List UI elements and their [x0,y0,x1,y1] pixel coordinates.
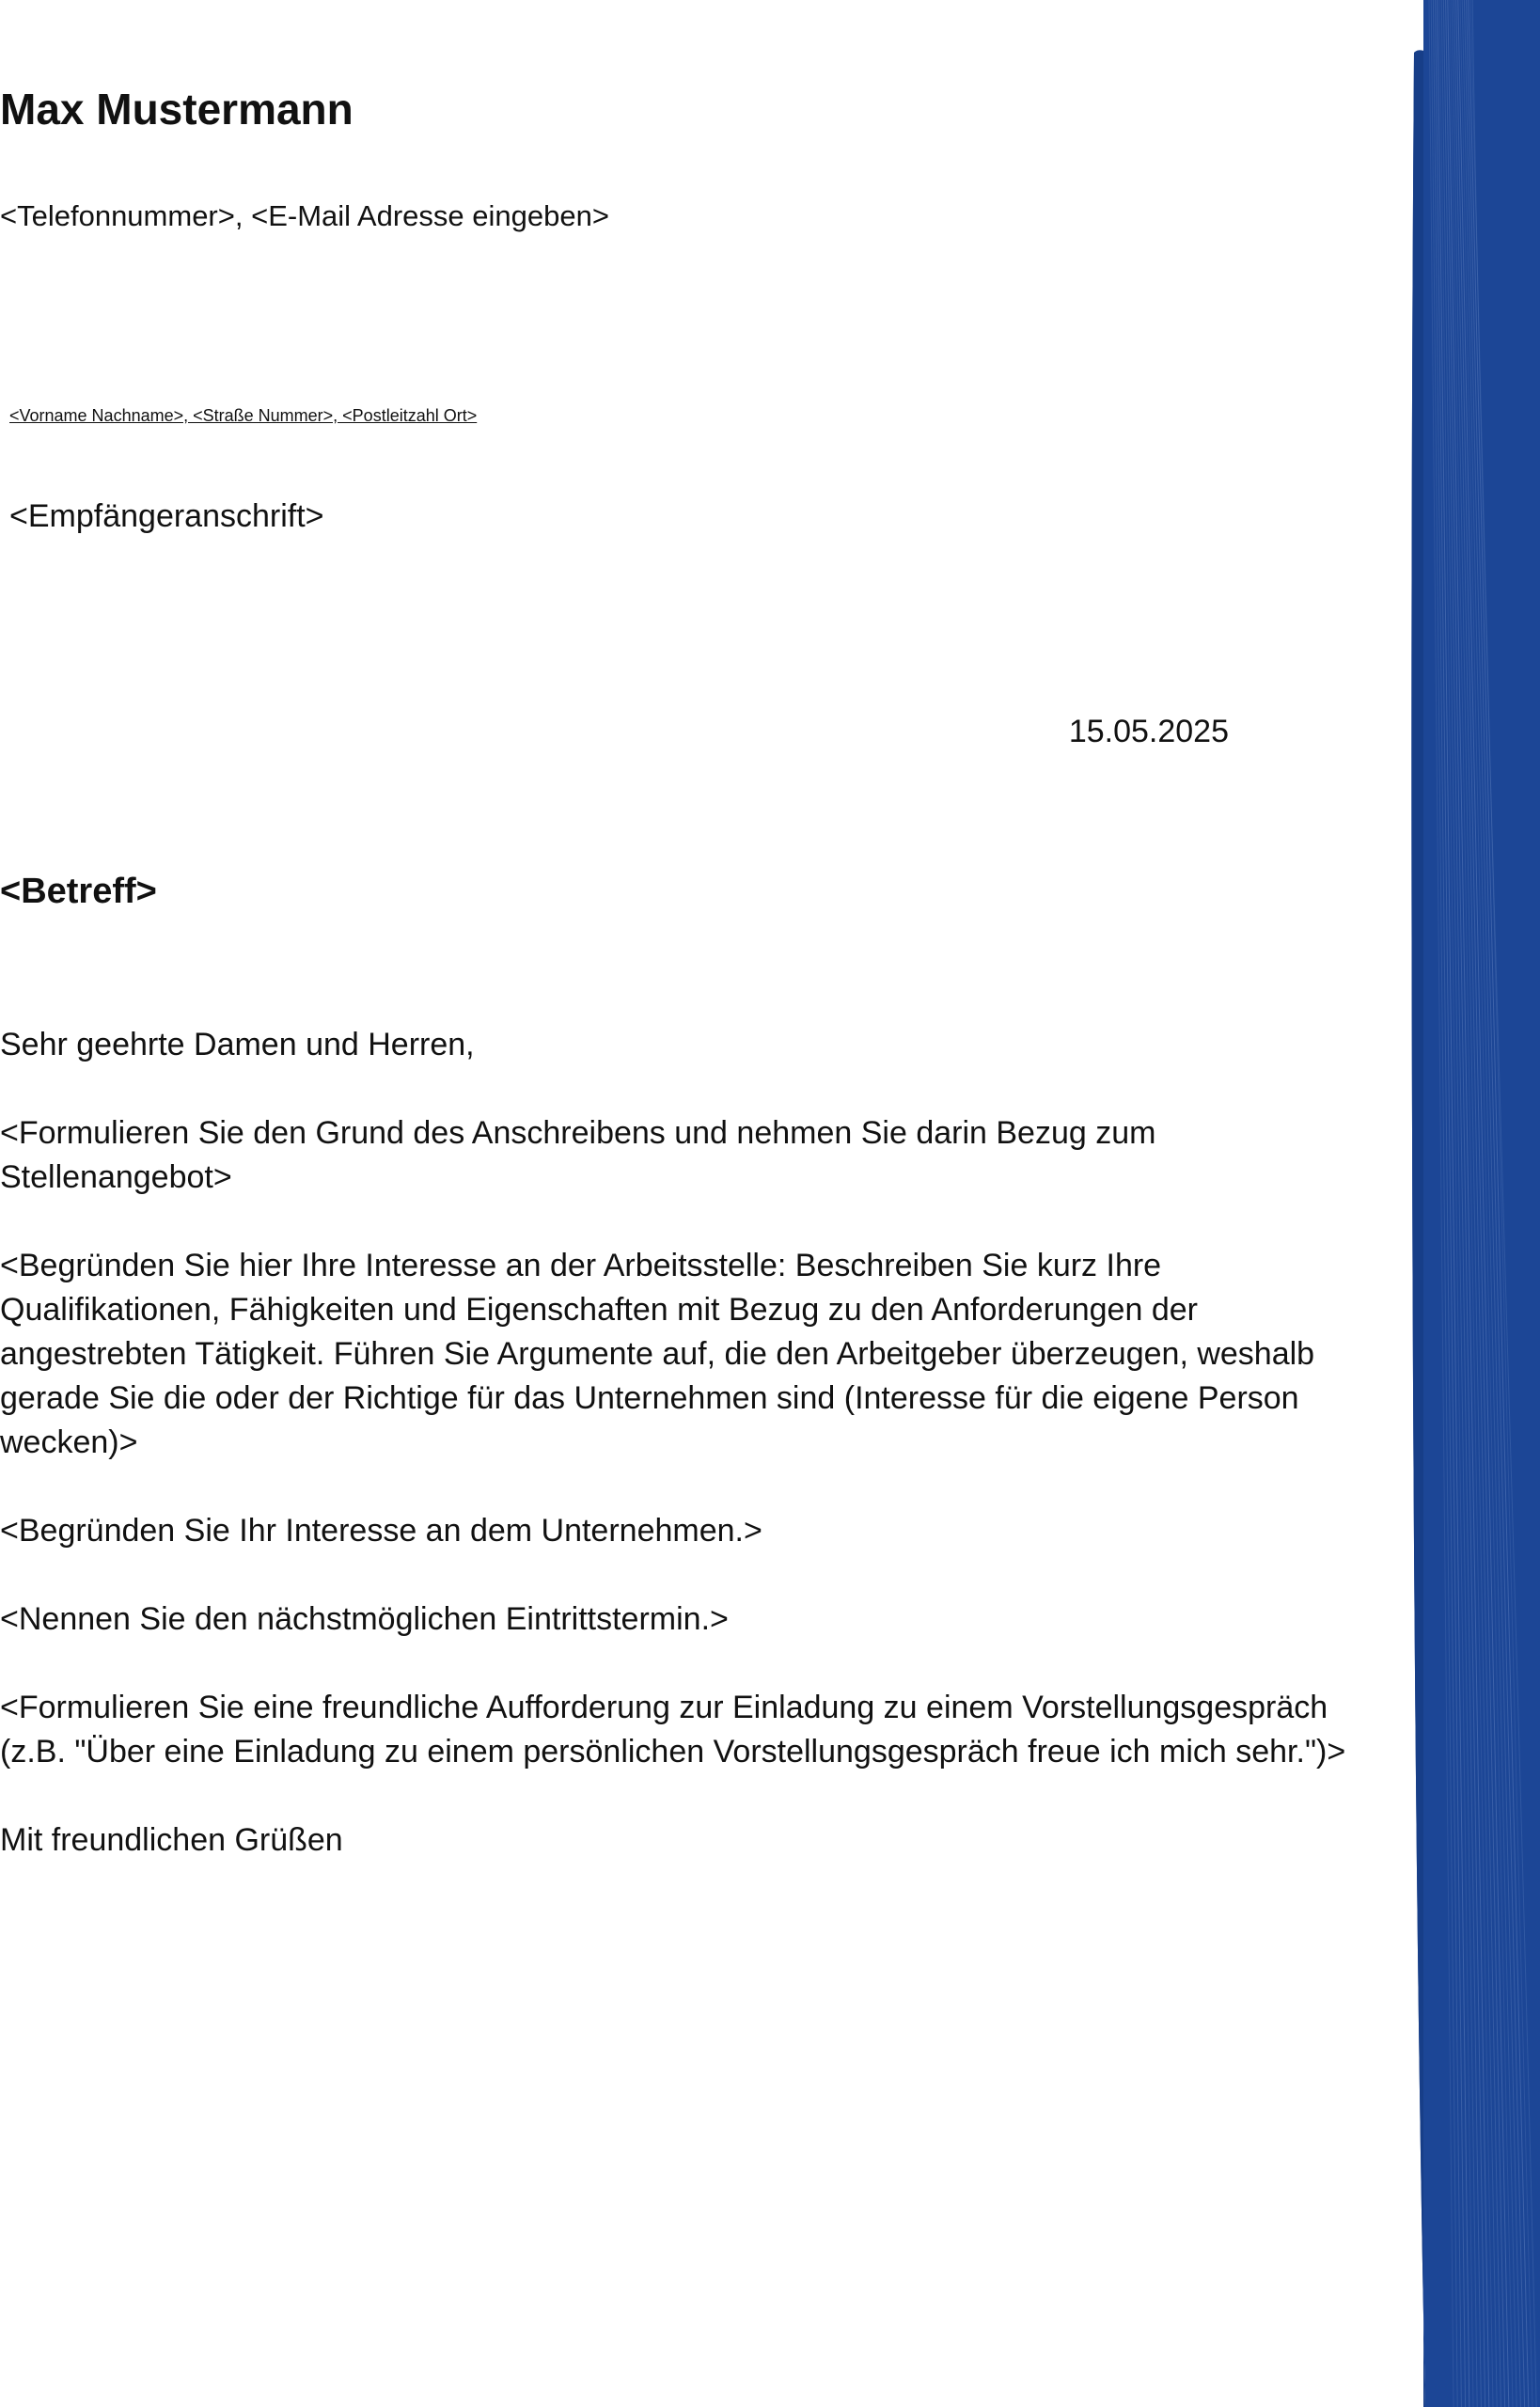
closing: Mit freundlichen Grüßen [0,1822,343,1858]
paragraph-reason: <Formulieren Sie den Grund des Anschreibens und nehmen Sie darin Bezug zum Stellenangebot> [0,1115,1156,1195]
wave-band-inner-strip [1411,50,1425,2407]
letter-subject: <Betreff> [0,872,157,911]
paragraph-interview-request: <Formulieren Sie eine freundliche Aufforderung zur Einladung zu einem Vorstellungsgespräch (z.B. "Über eine Einladung zu einem persönlichen Vorstellungsgespräch freue ich mich sehr.")> [0,1690,1346,1770]
paragraph-start-date: <Nennen Sie den nächstmöglichen Eintrittstermin.> [0,1601,729,1637]
sender-contact: <Telefonnummer>, <E-Mail Adresse eingeben> [0,199,609,232]
salutation: Sehr geehrte Damen und Herren, [0,1027,475,1062]
paragraph-qualifications: <Begründen Sie hier Ihre Interesse an der Arbeitsstelle: Beschreiben Sie kurz Ihre Qualifikationen, Fähigkeiten und Eigenschaften mit Bezug zu den Anforderungen der angestrebten Tätigkeit. Führen Sie Argumente auf, die den Arbeitgeber überzeugen, weshalb gerade Sie die oder der Richtige für das Unternehmen sind (Interesse für die eigene Person wecken)> [0,1248,1315,1460]
paragraph-company-interest: <Begründen Sie Ihr Interesse an dem Unternehmen.> [0,1513,762,1549]
sender-name: Max Mustermann [0,85,354,134]
recipient-address: <Empfängeranschrift> [9,498,324,534]
return-address-line: <Vorname Nachname>, <Straße Nummer>, <Postleitzahl Ort> [9,406,478,425]
letter-date: 15.05.2025 [1068,714,1229,749]
letter-body [0,1023,1382,1907]
decorative-wave-band [1397,0,1540,2407]
